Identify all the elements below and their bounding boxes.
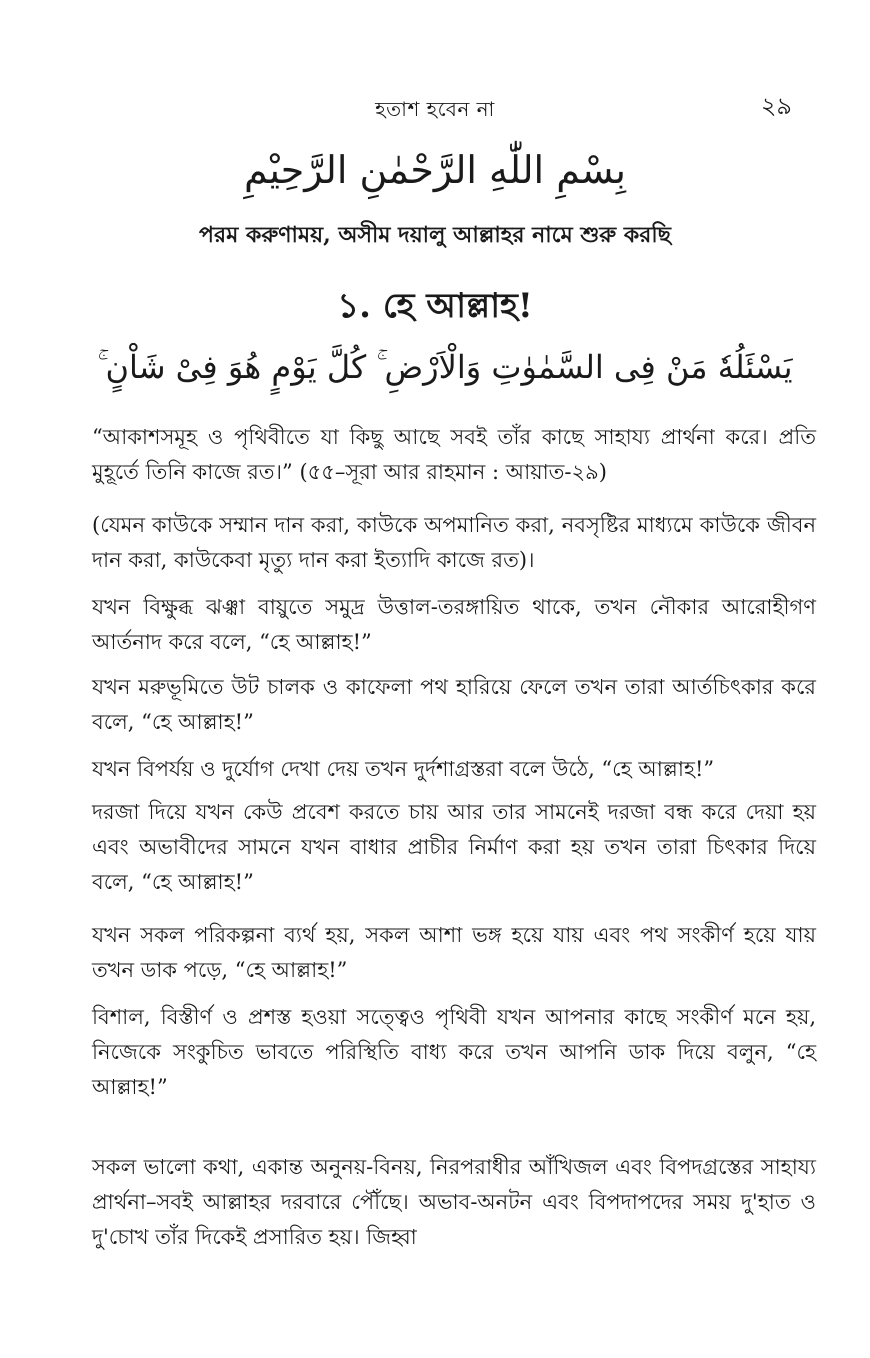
chapter-title: ১. হে আল্লাহ! — [337, 286, 533, 326]
paragraph-door: দরজা দিয়ে যখন কেউ প্রবেশ করতে চায় আর তার সামনেই দরজা বন্ধ করে দেয়া হয় এবং অভাবীদের সামনে যখন বাধার প্রাচীর নির্মাণ করা হয় তখন তারা চিৎকার দিয়ে বলে, “হে আল্লাহ!” — [92, 800, 816, 894]
paragraph-desert: যখন মরুভূমিতে উট চালক ও কাফেলা পথ হারিয়ে ফেলে তখন তারা আর্তচিৎকার করে বলে, “হে আল্লাহ!” — [92, 675, 816, 734]
paragraph-plans: যখন সকল পরিকল্পনা ব্যর্থ হয়, সকল আশা ভঙ্গ হয়ে যায় এবং পথ সংকীর্ণ হয়ে যায় তখন ডাক পড়ে, “হে আল্লাহ!” — [92, 923, 816, 982]
quran-verse-arabic: يَسْئَلُهٗ مَنْ فِى السَّمٰوٰتِ وَالْاَرْضِ ۚ كُلَّ يَوْمٍ هُوَ فِىْ شَاْنٍ ۚ — [97, 348, 793, 386]
bismillah-translation: পরম করুণাময়, অসীম দয়ালু আল্লাহর নামে শুরু করছি — [199, 222, 671, 248]
page-number: ২৯ — [760, 92, 792, 120]
paragraph-sea: যখন বিক্ষুব্ধ ঝঞ্ঝা বায়ুতে সমুদ্র উত্তাল-তরঙ্গায়িত থাকে, তখন নৌকার আরোহীগণ আর্তনাদ করে বলে, “হে আল্লাহ!” — [92, 595, 816, 654]
paragraph-calamity: যখন বিপর্যয় ও দুর্যোগ দেখা দেয় তখন দুর্দশাগ্রস্তরা বলে উঠে, “হে আল্লাহ!” — [92, 757, 715, 781]
paragraph-verse-translation: “আকাশসমূহ ও পৃথিবীতে যা কিছু আছে সবই তাঁর কাছে সাহায্য প্রার্থনা করে। প্রতি মুহূর্তে তিনি কাজে রত।” (৫৫–সূরা আর রাহমান : আয়াত-২৯) — [92, 425, 816, 484]
running-header: হতাশ হবেন না — [375, 97, 495, 121]
paragraph-explanation: (যেমন কাউকে সম্মান দান করা, কাউকে অপমানিত করা, নবসৃষ্টির মাধ্যমে কাউকে জীবন দান করা, কাউকেবা মৃত্যু দান করা ইত্যাদি কাজে রত)। — [92, 513, 816, 572]
bismillah-arabic: بِسْمِ اللّٰهِ الرَّحْمٰنِ الرَّحِيْمِ — [244, 148, 626, 192]
paragraph-prayers: সকল ভালো কথা, একান্ত অনুনয়-বিনয়, নিরপরাধীর আঁখিজল এবং বিপদগ্রস্তের সাহায্য প্রার্থনা–সবই আল্লাহর দরবারে পৌঁছে। অভাব-অনটন এবং বিপদাপদের সময় দু'হাত ও দু'চোখ তাঁর দিকেই প্রসারিত হয়। জিহ্বা — [92, 1155, 816, 1249]
paragraph-earth: বিশাল, বিস্তীর্ণ ও প্রশস্ত হওয়া সত্ত্বেও পৃথিবী যখন আপনার কাছে সংকীর্ণ মনে হয়, নিজেকে সংকুচিত ভাবতে পরিস্থিতি বাধ্য করে তখন আপনি ডাক দিয়ে বলুন, “হে আল্লাহ!” — [92, 1005, 816, 1099]
